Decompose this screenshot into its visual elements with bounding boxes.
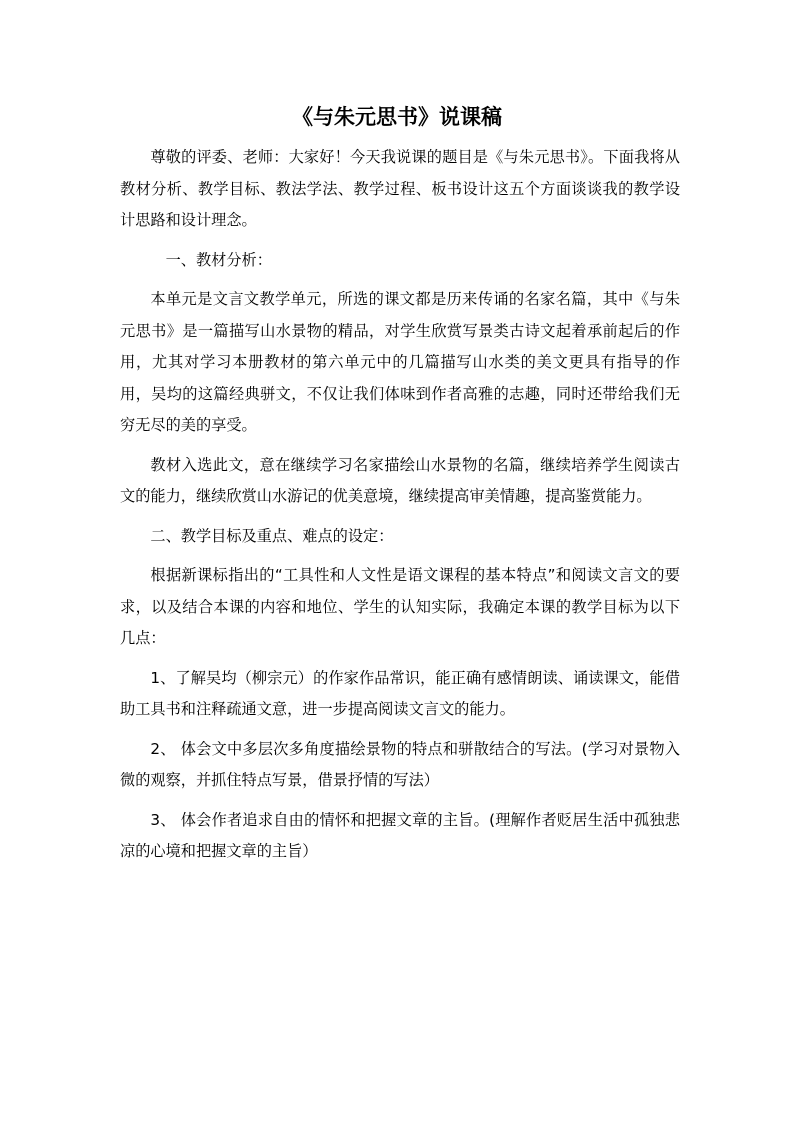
objective-3: 3、 体会作者追求自由的情怀和把握文章的主旨。(理解作者贬居生活中孤独悲凉的心境和把握文章的主旨） bbox=[120, 810, 680, 860]
teaching-material-paragraph-2: 教材入选此文，意在继续学习名家描绘山水景物的名篇，继续培养学生阅读古文的能力，继续欣赏山水游记的优美意境，继续提高审美情趣，提高鉴赏能力。 bbox=[120, 455, 680, 505]
objective-2: 2、 体会文中多层次多角度描绘景物的特点和骈散结合的写法。(学习对景物入微的观察，并抓住特点写景，借景抒情的写法） bbox=[120, 739, 680, 789]
objective-1: 1、了解吴均（柳宗元）的作家作品常识，能正确有感情朗读、诵读课文，能借助工具书和注释疏通文意，进一步提高阅读文言文的能力。 bbox=[120, 668, 680, 718]
section-heading-teaching-material: 一、教材分析： bbox=[165, 250, 272, 269]
intro-paragraph: 尊敬的评委、老师：大家好！今天我说课的题目是《与朱元思书》。下面我将从教材分析、教学目标、教法学法、教学过程、板书设计这五个方面谈谈我的教学设计思路和设计理念。 bbox=[120, 148, 680, 229]
objectives-intro-paragraph: 根据新课标指出的“工具性和人文性是语文课程的基本特点”和阅读文言文的要求，以及结合本课的内容和地位、学生的认知实际，我确定本课的教学目标为以下几点： bbox=[120, 566, 680, 647]
document-body bbox=[120, 142, 680, 868]
document-title: 《与朱元思书》说课稿 bbox=[292, 105, 502, 129]
teaching-material-paragraph-1: 本单元是文言文教学单元，所选的课文都是历来传诵的名家名篇，其中《与朱元思书》是一篇描写山水景物的精品，对学生欣赏写景类古诗文起着承前起后的作用，尤其对学习本册教材的第六单元中的几篇描写山水类的美文更具有指导的作用，吴均的这篇经典骈文，不仅让我们体味到作者高雅的志趣，同时还带给我们无穷无尽的美的享受。 bbox=[120, 290, 680, 434]
section-heading-objectives: 二、教学目标及重点、难点的设定： bbox=[150, 526, 394, 545]
